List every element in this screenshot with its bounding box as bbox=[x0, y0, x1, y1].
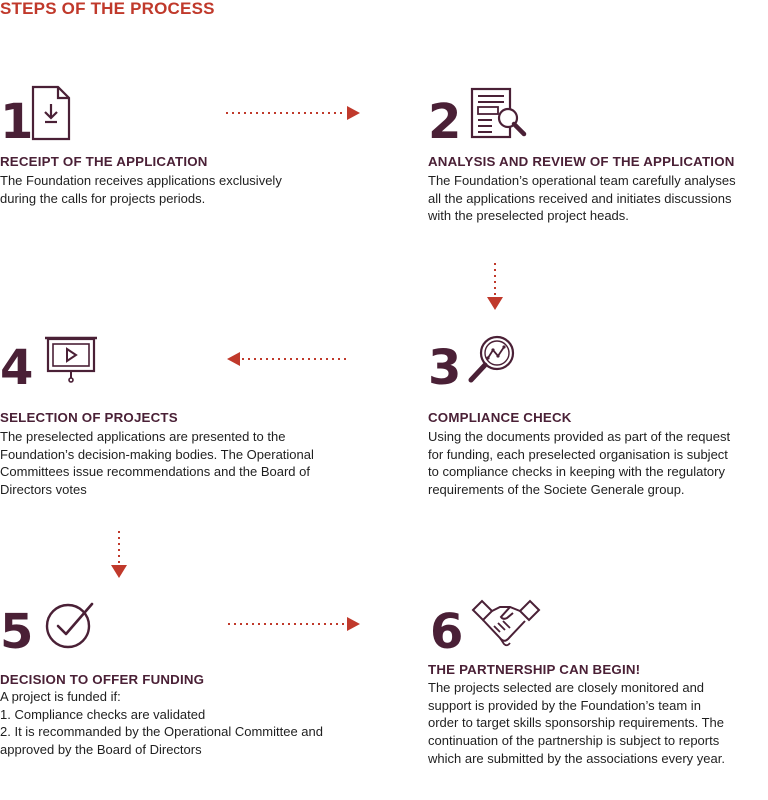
magnifier-chart-icon bbox=[466, 334, 518, 386]
description-line: Using the documents provided as part of the request bbox=[428, 429, 731, 444]
description-line: Directors votes bbox=[0, 482, 87, 498]
description-line: The projects selected are closely monitored and bbox=[428, 680, 705, 695]
step-description bbox=[428, 172, 736, 225]
description-line: The Foundation’s operational team carefully analyses bbox=[428, 173, 736, 188]
step-heading: RECEIPT OF THE APPLICATION bbox=[0, 154, 208, 169]
description-line: with the preselected project heads. bbox=[428, 208, 629, 224]
step-description bbox=[0, 688, 323, 759]
arrow-down-4-to-5 bbox=[110, 531, 128, 579]
description-line: all the applications received and initiates discussions bbox=[428, 190, 732, 206]
description-line: Foundation’s decision-making bodies. The Operational bbox=[0, 446, 314, 462]
handshake-icon bbox=[470, 598, 542, 652]
step-number: 6 bbox=[430, 604, 464, 660]
description-line: during the calls for projects periods. bbox=[0, 190, 206, 206]
check-circle-icon bbox=[44, 600, 96, 650]
step-1 bbox=[0, 84, 340, 214]
arrow-right-1-to-2 bbox=[226, 105, 362, 121]
description-line: approved by the Board of Directors bbox=[0, 742, 202, 758]
step-heading: DECISION TO OFFER FUNDING bbox=[0, 672, 205, 687]
document-magnifier-icon bbox=[470, 87, 530, 141]
page-title: STEPS OF THE PROCESS bbox=[0, 0, 215, 18]
description-line: which are submitted by the associations every year. bbox=[428, 750, 725, 766]
step-6 bbox=[428, 598, 768, 778]
description-line: requirements of the Societe Generale group. bbox=[428, 482, 685, 498]
arrow-down-2-to-3 bbox=[486, 263, 504, 311]
description-line: The preselected applications are presented to the bbox=[0, 429, 286, 444]
step-heading: COMPLIANCE CHECK bbox=[428, 410, 572, 425]
description-line: to compliance checks in keeping with the regulatory bbox=[428, 464, 725, 480]
description-line: 2. It is recommanded by the Operational Committee and bbox=[0, 724, 323, 740]
description-line: for funding, each preselected organisation is subject bbox=[428, 446, 728, 462]
step-description bbox=[428, 679, 725, 768]
document-download-icon bbox=[30, 84, 72, 142]
step-description bbox=[428, 428, 730, 499]
description-line: support is provided by the Foundation’s team in bbox=[428, 697, 701, 713]
step-heading: ANALYSIS AND REVIEW OF THE APPLICATION bbox=[428, 154, 735, 169]
step-3 bbox=[428, 334, 768, 504]
step-number: 4 bbox=[0, 340, 34, 396]
description-line: 1. Compliance checks are validated bbox=[0, 706, 206, 722]
arrow-left-3-to-4 bbox=[226, 351, 352, 367]
step-heading: THE PARTNERSHIP CAN BEGIN! bbox=[428, 662, 641, 677]
step-number: 2 bbox=[428, 94, 462, 150]
step-description bbox=[0, 172, 282, 207]
step-number: 1 bbox=[0, 94, 34, 150]
step-number: 5 bbox=[0, 604, 34, 660]
description-line: The Foundation receives applications exclusively bbox=[0, 173, 282, 188]
step-heading: SELECTION OF PROJECTS bbox=[0, 410, 178, 425]
step-number: 3 bbox=[428, 340, 462, 396]
presentation-board-icon bbox=[43, 334, 99, 384]
step-2 bbox=[428, 84, 768, 234]
description-line: A project is funded if: bbox=[0, 689, 121, 704]
description-line: order to target skills sponsorship requirements. The bbox=[428, 715, 725, 731]
description-line: Committees issue recommendations and the Board of bbox=[0, 464, 310, 480]
arrow-right-5-to-6 bbox=[228, 616, 362, 632]
step-description bbox=[0, 428, 314, 499]
description-line: continuation of the partnership is subject to reports bbox=[428, 733, 720, 749]
